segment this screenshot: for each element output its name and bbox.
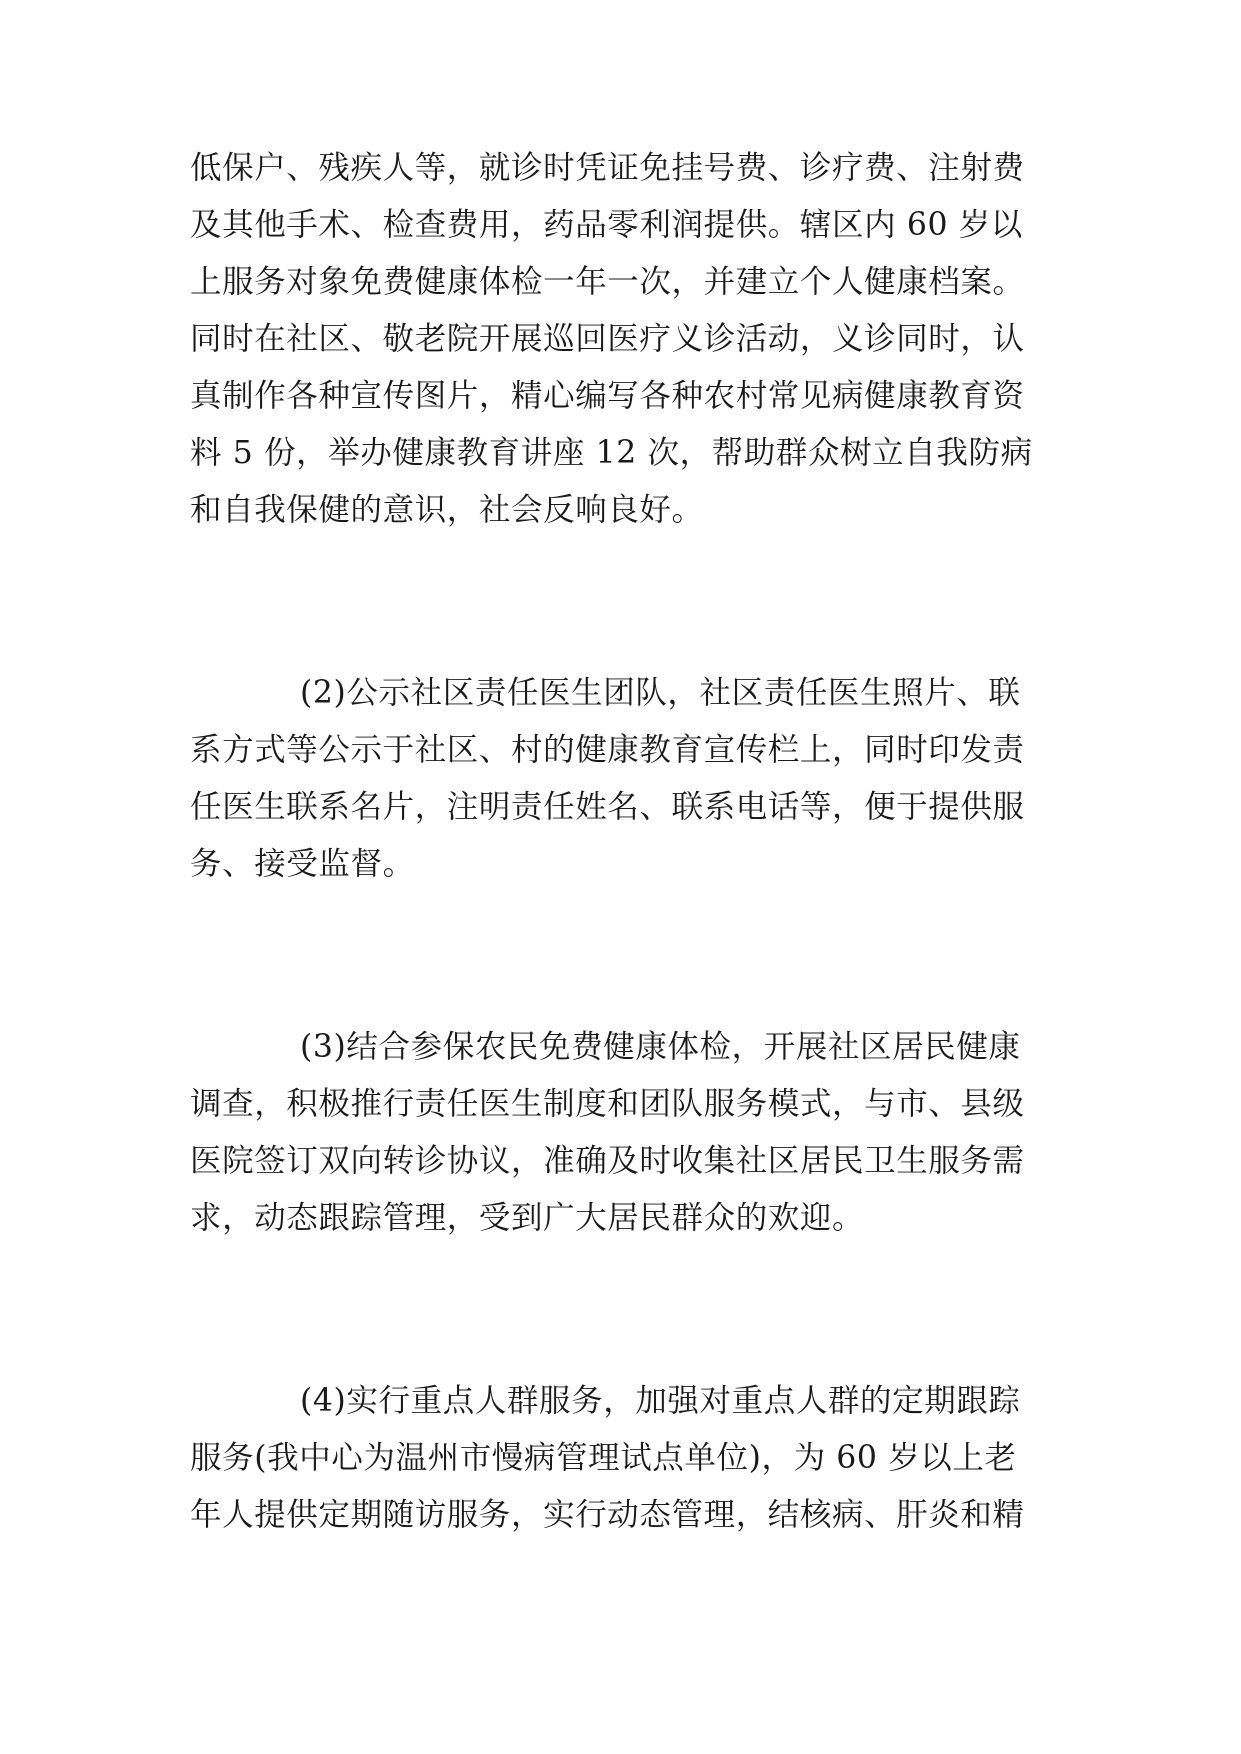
paragraph-line: 服务(我中心为温州市慢病管理试点单位)，为 60 岁以上老 — [190, 1440, 1017, 1476]
paragraph-line: (2)公示社区责任医生团队，社区责任医生照片、联 — [300, 675, 1021, 711]
paragraph-line: (4)实行重点人群服务，加强对重点人群的定期跟踪 — [300, 1383, 1021, 1419]
paragraph-line: 医院签订双向转诊协议，准确及时收集社区居民卫生服务需 — [190, 1143, 1025, 1179]
paragraph-line: 和自我保健的意识，社会反响良好。 — [190, 492, 704, 528]
paragraph-line: (3)结合参保农民免费健康体检，开展社区居民健康 — [300, 1029, 1021, 1065]
paragraph-line: 调查，积极推行责任医生制度和团队服务模式，与市、县级 — [190, 1086, 1025, 1122]
paragraph-line: 真制作各种宣传图片，精心编写各种农村常见病健康教育资 — [190, 378, 1025, 414]
paragraph-line: 同时在社区、敬老院开展巡回医疗义诊活动，义诊同时，认 — [190, 321, 1025, 357]
paragraph-line: 务、接受监督。 — [190, 846, 415, 882]
paragraph-line: 年人提供定期随访服务，实行动态管理，结核病、肝炎和精 — [190, 1497, 1025, 1533]
paragraph-line: 求，动态跟踪管理，受到广大居民群众的欢迎。 — [190, 1200, 865, 1236]
paragraph-line: 系方式等公示于社区、村的健康教育宣传栏上，同时印发责 — [190, 732, 1025, 768]
paragraph-line: 料 5 份，举办健康教育讲座 12 次，帮助群众树立自我防病 — [190, 435, 1033, 471]
paragraph-line: 低保户、残疾人等，就诊时凭证免挂号费、诊疗费、注射费 — [190, 150, 1025, 186]
paragraph-line: 任医生联系名片，注明责任姓名、联系电话等，便于提供服 — [190, 789, 1025, 825]
paragraph-line: 及其他手术、检查费用，药品零利润提供。辖区内 60 岁以 — [190, 207, 1023, 243]
paragraph-line: 上服务对象免费健康体检一年一次，并建立个人健康档案。 — [190, 264, 1025, 300]
